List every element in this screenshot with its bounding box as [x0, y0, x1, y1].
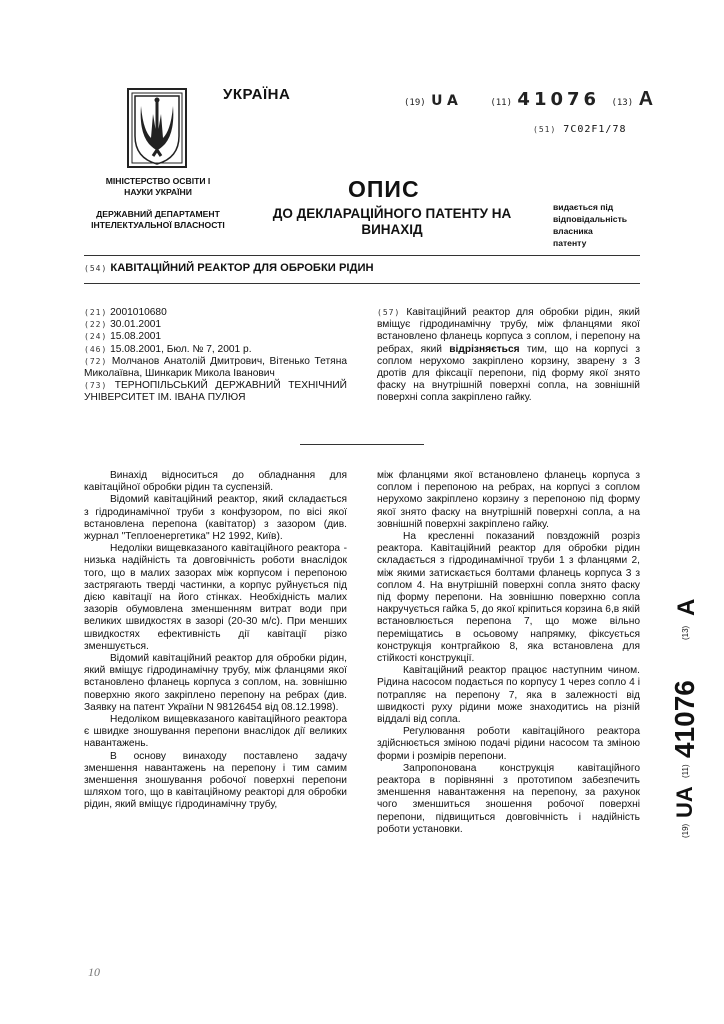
- title-code: (54): [84, 264, 108, 273]
- paragraph: Запропонована конструкція кавітаційного реактора в порівнянні з прототипом забезпечить зменшення навантаження на перепону, за рахунок чого зменшиться зношення робочої поверхні перепони, підвищиться довговічність і надійність роботи установки.: [377, 762, 640, 835]
- paragraph: Винахід відноситься до обладнання для кавітаційної обробки рідин та суспензій.: [84, 470, 347, 494]
- paragraph: Недоліком вищевказаного кавітаційного реактора є швидке зношування перепони внаслідок дії великих навантажень.: [84, 714, 347, 750]
- abstract: [377, 307, 640, 405]
- side-code-19: (19): [681, 823, 690, 838]
- publisher-line: видається під: [553, 202, 614, 212]
- paragraph: Відомий кавітаційний реактор, який складається з гідродинамічної труби з конфузором, по вісі якої встановлена перепона (кавітатор) з зазором (див. журнал "Теплоенергетика" Н2 1992, Київ).: [84, 494, 347, 543]
- biblio-item: (21) 2001010680: [84, 307, 167, 318]
- document-subtitle: ДО ДЕКЛАРАЦІЙНОГО ПАТЕНТУ НА ВИНАХІД: [272, 206, 512, 237]
- paragraph: В основу винаходу поставлено задачу зменшення навантажень на перепону і тим самим зменшення зношування робочої поверхні перепони шляхом того, що в кавітаційному реакторі для обробки рідин, який вміщує гідродинамічну трубу,: [84, 750, 347, 811]
- biblio-item: (46) 15.08.2001, Бюл. № 7, 2001 р.: [84, 343, 252, 355]
- abstract-text-2: тим, що на корпусі з соплом нерухомо закріплено корзину, зварену з 3 дротів для фіксації перепони, під форму якої знято фаску на внутрішній поверхні сопла, на зовнішній поверхні сопла закріплено гайку.: [377, 343, 640, 404]
- code-51: (51): [533, 125, 557, 134]
- divider: [84, 255, 640, 256]
- side-code-13: (13): [681, 625, 690, 640]
- divider: [84, 283, 640, 284]
- document-type: ОПИС: [348, 176, 420, 202]
- coat-of-arms-emblem: [127, 88, 187, 168]
- paragraph: Кавітаційний реактор працює наступним чином. Рідина насосом подається по корпусу 1 через сопло 4 і потрапляє на перепону 7, яка в залежності від швидкості руху рідини може знаходитись на різній віддалі від сопла.: [377, 665, 640, 726]
- side-kind: A: [673, 598, 700, 616]
- kind-code: A: [638, 88, 654, 110]
- department-name: ДЕРЖАВНИЙ ДЕПАРТАМЕНТ ІНТЕЛЕКТУАЛЬНОЇ ВЛАСНОСТІ: [91, 209, 225, 230]
- paragraph: Недоліки вищевказаного кавітаційного реактора - низька надійність та довговічність роботи внаслідок того, що в малих зазорах між корпусом і перепоною застрягають тверді частинки, а корпус руйнується під дією кавітації на його стінках. Необхідність малих зазорів обумовлена зменшенням витрат води при великих швидкостях в зазорі (20-30 м/с). При менших швидкостях ефективність дії кавітації різко зменшується.: [84, 543, 347, 652]
- ministry-name: МІНІСТЕРСТВО ОСВІТИ І НАУКИ УКРАЇНИ: [105, 176, 211, 197]
- abstract-bold: відрізняється: [449, 343, 520, 355]
- code-19: (19): [404, 98, 426, 108]
- code-13: (13): [611, 98, 634, 108]
- separator-line: [300, 444, 424, 445]
- patent-number: 41076: [517, 89, 601, 110]
- paragraph: Відомий кавітаційний реактор для обробки рідин, який вміщує гідродинамічну трубу, між фланцями якої встановлено фланець корпуса з соплом, на. зовнішню поверхню якого закріплено перепону на ребрах (див. Заявку на патент України N 98126454 від 08.12.1998).: [84, 653, 347, 713]
- side-patent-stamp: [648, 576, 704, 840]
- biblio-item: (73) ТЕРНОПІЛЬСЬКИЙ ДЕРЖАВНИЙ ТЕХНІЧНИЙ УНІВЕРСИТЕТ ІМ. ІВАНА ПУЛЮЯ: [84, 380, 347, 404]
- biblio-item: (24) 15.08.2001: [84, 331, 162, 343]
- side-code-11: (11): [681, 764, 690, 778]
- code-11: (11): [490, 98, 512, 108]
- ipc-code: 7C02F1/78: [563, 124, 627, 135]
- publisher-line: патенту: [553, 238, 587, 248]
- paragraph: На кресленні показаний повздожній розріз реактора. Кавітаційний реактор для обробки рідин складається з гідродинамічної труби 1 з фланцями 2, між якими затискається болтами фланець корпуса 3 з соплом 4. На внутрішній поверхні сопла знято фаску під форму перепони. На зовнішню поверхню сопла накручується гайка 5, до якої кріпиться корзина 6,в якій встановлюється перепона 7, що може вільно переміщатись в осьовому напрямку, фіксується конструкція контргайкою 8, яка встановлена для стійкості конструкції.: [377, 531, 640, 665]
- side-country-code: UA: [672, 786, 697, 818]
- bibliographic-data: [84, 307, 347, 405]
- title-text: КАВІТАЦІЙНИЙ РЕАКТОР ДЛЯ ОБРОБКИ РІДИН: [110, 262, 374, 274]
- publisher-line: відповідальність: [553, 214, 628, 224]
- paragraph: Регулювання роботи кавітаційного реактора здійснюється зміною подачі рідини насосом та зміною форми і розмірів перепони.: [377, 726, 640, 762]
- biblio-item: (22) 30.01.2001: [84, 319, 162, 331]
- invention-title: [84, 262, 374, 274]
- publisher-note: [553, 201, 627, 249]
- paragraph: між фланцями якої встановлено фланець корпуса з соплом і перепоною на ребрах, на корпусі з соплом нерухомо закріплено корзину з перепоною під форму якої знято фаску на внутрішній поверхні сопла, а на зовнішній поверхні закріплено гайку.: [377, 470, 640, 530]
- publisher-line: власника: [553, 226, 593, 236]
- country-code: UA: [431, 93, 463, 109]
- ipc-classification: [533, 124, 626, 135]
- description-left-column: [84, 470, 347, 812]
- abstract-text-1: Кавітаційний реактор для обробки рідин, який вміщує гідродинамічну трубу, між фланцями якої встановлено фланець корпуса з соплом, і перепону на ребрах, який: [377, 307, 640, 355]
- description-right-column: [377, 470, 640, 836]
- page-number: 10: [88, 965, 100, 979]
- side-number: 41076: [669, 680, 700, 758]
- biblio-item: (72) Молчанов Анатолій Дмитрович, Вітенько Тетяна Миколаївна, Шинкарик Микола Іванович: [84, 355, 347, 380]
- patent-codes: [404, 88, 653, 111]
- abstract-code: (57): [377, 308, 401, 317]
- country-heading: УКРАЇНА: [223, 86, 291, 103]
